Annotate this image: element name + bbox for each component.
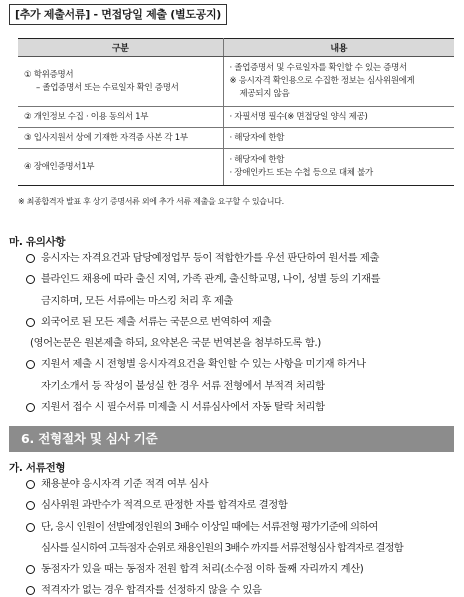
row-category [18, 149, 223, 186]
row-category [18, 107, 223, 128]
cell-line: · 해당자에 한함 [229, 132, 285, 143]
circle-bullet-icon [26, 318, 35, 327]
item-text: 단, 응시 인원이 선발예정인원의 3배수 이상일 때에는 서류전형 평가기준에 의하여 [41, 520, 378, 533]
row-category [18, 128, 223, 149]
list-item [26, 248, 456, 269]
item-text-continued: 금지하며, 모든 서류에는 마스킹 처리 후 제출 [41, 294, 233, 307]
cell-line: ① 학위증명서 [24, 69, 74, 80]
item-text-continued: 자기소개서 등 작성이 불성실 한 경우 서류 전형에서 부적격 처리함 [41, 379, 325, 392]
cell-line: 제공되지 않음 [239, 89, 290, 99]
item-text: 심사위원 과반수가 적격으로 판정한 자를 합격자로 결정함 [41, 499, 288, 512]
item-text: 적격자가 없는 경우 합격자를 선정하지 않을 수 있음 [41, 584, 262, 597]
table-row [18, 149, 454, 186]
header-content: 내용 [223, 39, 454, 57]
cell-line: ② 개인정보 수집 · 이용 동의서 1부 [24, 111, 149, 122]
list-item [26, 495, 456, 516]
documents-table [18, 38, 454, 186]
document-screening-heading: 가. 서류전형 [9, 462, 66, 474]
row-category [18, 57, 223, 107]
header-category: 구분 [18, 39, 223, 57]
list-item [26, 354, 456, 397]
item-text: 외국어로 된 모든 제출 서류는 국문으로 번역하여 제출 [41, 315, 272, 328]
page-title: [추가 제출서류] - 면접당일 제출 (별도공지) [9, 4, 227, 25]
list-item [26, 559, 456, 580]
list-item [26, 474, 456, 495]
list-item [26, 580, 456, 597]
cell-line: ③ 입사지원서 상에 기재한 자격증 사본 각 1부 [24, 132, 188, 143]
cell-line: · 자필서명 필수(※ 면접당일 양식 제공) [229, 111, 368, 122]
cell-line: · 장애인카드 또는 수첩 등으로 대체 불가 [229, 168, 373, 178]
item-text: 지원서 접수 시 필수서류 미제출 시 서류심사에서 자동 탈락 처리함 [41, 401, 325, 414]
cautions-list [26, 248, 456, 418]
cautions-heading: 마. 유의사항 [9, 236, 66, 248]
cell-line: · 해당자에 한함 [229, 155, 285, 165]
cell-line: ※ 응시자격 확인용으로 수집한 정보는 심사위원에게 [229, 76, 415, 86]
row-content [223, 128, 454, 149]
list-item [26, 333, 456, 354]
circle-bullet-icon [26, 275, 35, 284]
cell-line: – 졸업증명서 또는 수료일자 확인 증명서 [36, 82, 179, 93]
circle-bullet-icon [26, 565, 35, 574]
circle-bullet-icon [26, 480, 35, 489]
submission-note: ※ 최종합격자 발표 후 상기 증명서류 외에 추가 서류 제출을 요구할 수 있습니다. [18, 197, 284, 206]
cell-line: · 졸업증명서 및 수료일자를 확인할 수 있는 증명서 [229, 63, 407, 73]
item-text-continued: 심사를 실시하여 고득점자 순위로 채용인원의 3배수 까지를 서류전형심사 합격자로 결정함 [41, 541, 403, 554]
cell-line: ④ 장애인증명서1부 [24, 161, 95, 172]
circle-bullet-icon [26, 586, 35, 595]
list-item [26, 397, 456, 418]
row-content [223, 107, 454, 128]
item-text: 응시자는 자격요건과 담당예정업무 등이 적합한가를 우선 판단하여 원서를 제출 [41, 252, 380, 264]
item-text: 지원서 제출 시 전형별 응시자격요건을 확인할 수 있는 사항을 미기재 하거나 [41, 358, 366, 371]
list-item [26, 312, 456, 333]
item-text: 채용분야 응시자격 기준 적격 여부 심사 [41, 478, 209, 490]
item-text: 동점자가 있을 때는 동점자 전원 합격 처리(소수점 이하 둘째 자리까지 계산) [41, 563, 364, 576]
circle-bullet-icon [26, 501, 35, 510]
circle-bullet-icon [26, 254, 35, 263]
table-row [18, 107, 454, 128]
section-6-title: 6. 전형절차 및 심사 기준 [9, 426, 454, 452]
circle-bullet-icon [26, 360, 35, 369]
row-content [223, 149, 454, 186]
table-row [18, 128, 454, 149]
list-item [26, 517, 456, 560]
item-text: (영어논문은 원본제출 하되, 요약본은 국문 번역본을 첨부하도록 함.) [30, 337, 321, 350]
table-row [18, 57, 454, 107]
row-content [223, 57, 454, 107]
circle-bullet-icon [26, 403, 35, 412]
circle-bullet-icon [26, 523, 35, 532]
item-text: 블라인드 채용에 따라 출신 지역, 가족 관계, 출신학교명, 나이, 성별 등의 기재를 [41, 273, 381, 286]
list-item [26, 269, 456, 312]
document-screening-list [26, 474, 456, 597]
